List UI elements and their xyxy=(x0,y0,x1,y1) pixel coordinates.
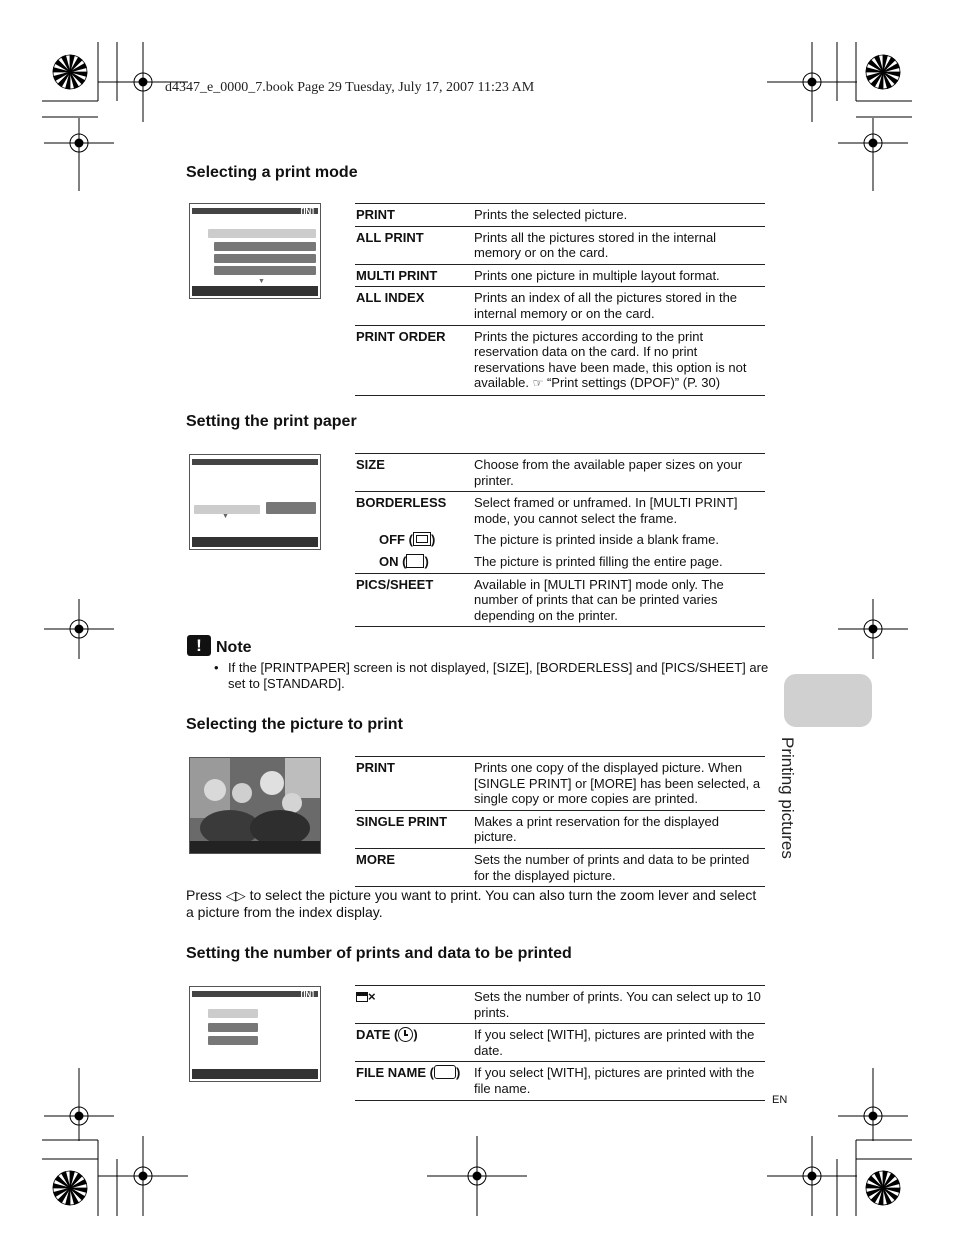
number-screen-thumbnail xyxy=(189,986,321,1082)
left-right-arrows-icon: ◁▷ xyxy=(225,888,246,903)
language-label: EN xyxy=(772,1094,788,1106)
table-row: ALL PRINT Prints all the pictures stored in the internal memory or on the card. xyxy=(355,227,765,265)
memory-badge: [IN] xyxy=(300,207,314,216)
section-title-picture: Selecting the picture to print xyxy=(186,716,403,733)
borderless-icon xyxy=(406,554,424,568)
print-mode-table xyxy=(355,203,765,396)
table-row: × Sets the number of prints. You can select up to 10 prints. xyxy=(355,986,765,1024)
table-row: PICS/SHEET Available in [MULTI PRINT] mode only. The number of prints that can be printed varies depending on the printer. xyxy=(355,574,765,628)
picture-table xyxy=(355,756,765,887)
chapter-tab xyxy=(784,674,872,727)
note-exclamation-icon: ! xyxy=(187,635,211,656)
table-row: ON ( ) The picture is printed filling the entire page. xyxy=(355,551,765,574)
note-title: Note xyxy=(216,639,252,656)
page-reference-link[interactable]: “Print settings (DPOF)” (P. 30) xyxy=(546,375,721,391)
print-mode-screen-thumbnail: [IN] ▼ xyxy=(189,203,321,299)
book-header: d4347_e_0000_7.book Page 29 Tuesday, July 17, 2007 11:23 AM xyxy=(165,80,535,95)
reference-hand-icon: ☞ xyxy=(532,376,544,391)
table-row: MORE Sets the number of prints and data to be printed for the displayed picture. xyxy=(355,849,765,887)
table-row: SINGLE PRINT Makes a print reservation for the displayed picture. xyxy=(355,811,765,849)
table-row: OFF ( ) The picture is printed inside a blank frame. xyxy=(379,532,719,548)
note-bullet: • If the [PRINTPAPER] screen is not displayed, [SIZE], [BORDERLESS] and [PICS/SHEET] are set to [STANDARD]. xyxy=(214,660,769,691)
memory-badge: [IN] xyxy=(300,990,314,999)
table-row: DATE ( ) If you select [WITH], pictures are printed with the date. xyxy=(355,1024,765,1062)
print-paper-table xyxy=(355,453,765,627)
table-row: PRINT ORDER Prints the pictures according to the print reservation data on the card. If no print reservations have been made, this option is not available. ☞ “Print settings (DPOF)” (P. 30) xyxy=(355,326,765,396)
section-title-print-paper: Setting the print paper xyxy=(186,413,357,430)
table-row: MULTI PRINT Prints one picture in multiple layout format. xyxy=(355,265,765,288)
table-row: PRINT Prints one copy of the displayed picture. When [SINGLE PRINT] or [MORE] has been selected, a single copy or more copies are printed. xyxy=(355,757,765,811)
printer-icon xyxy=(356,992,368,1002)
section-title-print-mode: Selecting a print mode xyxy=(186,164,358,181)
chapter-side-label: Printing pictures xyxy=(778,737,797,859)
table-row: BORDERLESS Select framed or unframed. In [MULTI PRINT] mode, you cannot select the frame. xyxy=(356,495,738,526)
press-instruction: Press ◁▷ to select the picture you want to print. You can also turn the zoom lever and select a picture from the index display. xyxy=(186,887,757,920)
table-row: ALL INDEX Prints an index of all the pictures stored in the internal memory or on the card. xyxy=(355,287,765,325)
table-row: FILE NAME ( ) If you select [WITH], pictures are printed with the file name. xyxy=(355,1062,765,1100)
family-photo-icon xyxy=(190,758,320,853)
section-title-number: Setting the number of prints and data to be printed xyxy=(186,945,572,962)
table-row: SIZE Choose from the available paper sizes on your printer. xyxy=(355,454,765,492)
picture-screen-thumbnail xyxy=(189,757,321,854)
number-table xyxy=(355,985,765,1101)
framed-icon xyxy=(413,532,431,546)
table-row: PRINT Prints the selected picture. xyxy=(355,204,765,227)
print-paper-screen-thumbnail: ▼ xyxy=(189,454,321,550)
clock-icon xyxy=(398,1027,413,1042)
file-name-icon xyxy=(434,1065,456,1079)
